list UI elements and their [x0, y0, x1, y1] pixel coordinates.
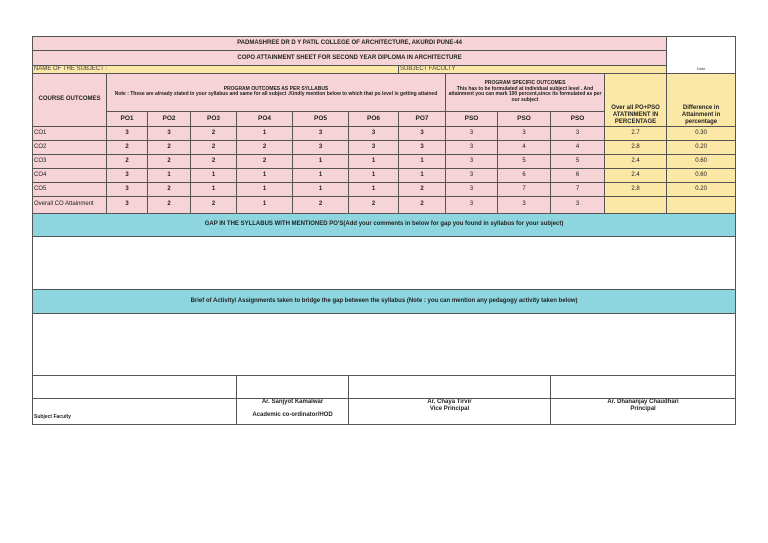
overall-po-value: 2 [349, 196, 399, 213]
date-label: Date [696, 66, 706, 71]
course-outcomes-header: COURSE OUTCOMES [33, 73, 107, 126]
co-row [33, 140, 736, 154]
activity-comments-area[interactable] [33, 313, 736, 375]
po-value: 1 [293, 182, 349, 196]
overall-pso-value: 3 [551, 196, 605, 213]
po-value: 3 [293, 126, 349, 140]
co-row [33, 182, 736, 196]
overall-po-value: 2 [148, 196, 191, 213]
difference-attainment-value: 0.20 [667, 140, 736, 154]
po-value: 2 [191, 154, 237, 168]
pso-value: 3 [446, 126, 498, 140]
po-column-header: PO1 [107, 111, 148, 126]
gap-heading: GAP IN THE SYLLABUS WITH MENTIONED PO'S(Add your comments in below for gap you found in syllabus for your subject) [33, 213, 736, 236]
po-value: 1 [399, 168, 446, 182]
vice-principal-signature [349, 398, 551, 424]
difference-empty [667, 196, 736, 213]
overall-co-label: Overall CO Attainment [33, 196, 107, 213]
po-group-note: Note : These are already stated in your syllabus and same for all subject .Kindly mention below to which that po level is getting attained [114, 91, 438, 98]
coordinator-role: Academic co-ordinator/HOD [252, 411, 333, 418]
sheet-title: COPO ATTAINMENT SHEET FOR SECOND YEAR DIPLOMA IN ARCHITECTURE [33, 51, 667, 66]
po-value: 2 [237, 154, 293, 168]
subject-faculty-label: SUBJECT FACULTY [399, 66, 667, 74]
pso-value: 4 [498, 140, 551, 154]
pso-value: 5 [551, 154, 605, 168]
signature-space-faculty [33, 375, 237, 398]
co-label: CO1 [33, 126, 107, 140]
signature-space-coordinator [237, 375, 349, 398]
po-value: 3 [107, 182, 148, 196]
po-value: 3 [399, 126, 446, 140]
po-value: 2 [191, 126, 237, 140]
pso-value: 7 [551, 182, 605, 196]
po-value: 3 [399, 140, 446, 154]
po-column-header: PO4 [237, 111, 293, 126]
pso-value: 3 [446, 154, 498, 168]
po-group-title: PROGRAM OUTCOMES AS PER SYLLABUS [223, 85, 329, 92]
subject-faculty-signature: Subject Faculty [33, 398, 237, 424]
po-value: 1 [237, 126, 293, 140]
pso-value: 3 [446, 140, 498, 154]
pso-value: 3 [498, 126, 551, 140]
co-label: CO4 [33, 168, 107, 182]
principal-signature [551, 398, 736, 424]
po-column-header: PO3 [191, 111, 237, 126]
po-value: 1 [293, 168, 349, 182]
pso-value: 4 [551, 140, 605, 154]
date-cell [667, 37, 736, 74]
po-value: 1 [349, 168, 399, 182]
co-label: CO3 [33, 154, 107, 168]
pso-value: 6 [551, 168, 605, 182]
pso-group-header [446, 73, 605, 111]
co-row [33, 168, 736, 182]
overall-attainment-value: 2.8 [605, 182, 667, 196]
po-value: 2 [107, 140, 148, 154]
difference-attainment-value: 0.60 [667, 168, 736, 182]
co-row [33, 126, 736, 140]
po-value: 1 [191, 182, 237, 196]
overall-pso-value: 3 [446, 196, 498, 213]
overall-attainment-value: 2.4 [605, 154, 667, 168]
subject-name-label: NAME OF THE SUBJECT : [33, 66, 399, 74]
overall-attainment-value: 2.8 [605, 140, 667, 154]
po-value: 2 [399, 182, 446, 196]
po-value: 1 [349, 182, 399, 196]
po-value: 1 [293, 154, 349, 168]
vice-principal-role: Vice Principal [429, 405, 470, 412]
po-value: 3 [107, 168, 148, 182]
coordinator-name: Ar. Sanjyot Kamalwar [261, 398, 324, 405]
gap-comments-area[interactable] [33, 236, 736, 289]
po-value: 2 [237, 140, 293, 154]
difference-attainment-header: Difference in Attainment in percentage [667, 73, 736, 126]
po-value: 1 [191, 168, 237, 182]
signature-space-vice-principal [349, 375, 551, 398]
po-value: 2 [191, 140, 237, 154]
signature-space-principal [551, 375, 736, 398]
po-value: 1 [148, 168, 191, 182]
vice-principal-name: Ar. Chaya Tirvir [427, 398, 472, 405]
po-value: 1 [349, 154, 399, 168]
pso-value: 5 [498, 154, 551, 168]
pso-group-note: This has to be formulated at individual subject level . And attainment you can mark 100 percent,since its formulated as per our subject [448, 85, 602, 104]
difference-attainment-value: 0.60 [667, 154, 736, 168]
pso-value: 3 [446, 182, 498, 196]
pso-value: 7 [498, 182, 551, 196]
po-value: 3 [349, 126, 399, 140]
overall-po-value: 1 [237, 196, 293, 213]
po-value: 1 [399, 154, 446, 168]
overall-po-value: 2 [399, 196, 446, 213]
activity-heading: Brief of Activity/ Assignments taken to bridge the gap between the syllabus (Note : you can mention any pedagogy activity taken below) [33, 289, 736, 313]
overall-attainment-header: Over all PO+PSO ATATINMENT IN PERCENTAGE [605, 73, 667, 126]
po-value: 3 [148, 126, 191, 140]
co-label: CO5 [33, 182, 107, 196]
po-group-header [107, 73, 446, 111]
po-value: 2 [148, 154, 191, 168]
difference-attainment-value: 0.30 [667, 126, 736, 140]
pso-column-header: PSO [446, 111, 498, 126]
po-value: 3 [293, 140, 349, 154]
overall-attainment-value: 2.7 [605, 126, 667, 140]
pso-column-header: PSO [551, 111, 605, 126]
po-column-header: PO2 [148, 111, 191, 126]
pso-group-title: PROGRAM SPECIFIC OUTCOMES [484, 79, 566, 86]
pso-value: 6 [498, 168, 551, 182]
co-row [33, 154, 736, 168]
overall-attainment-empty [605, 196, 667, 213]
po-value: 1 [237, 182, 293, 196]
pso-value: 3 [446, 168, 498, 182]
principal-role: Principal [630, 405, 656, 412]
po-value: 2 [148, 140, 191, 154]
overall-po-value: 2 [191, 196, 237, 213]
pso-column-header: PSO [498, 111, 551, 126]
po-column-header: PO5 [293, 111, 349, 126]
co-label: CO2 [33, 140, 107, 154]
overall-po-value: 2 [293, 196, 349, 213]
po-value: 1 [237, 168, 293, 182]
po-column-header: PO7 [399, 111, 446, 126]
po-column-header: PO6 [349, 111, 399, 126]
copo-attainment-sheet [32, 36, 736, 425]
principal-name: Ar. Dhananjay Chaudhari [607, 398, 679, 405]
pso-value: 3 [551, 126, 605, 140]
overall-attainment-value: 2.4 [605, 168, 667, 182]
overall-co-attainment-row [33, 196, 736, 213]
po-value: 3 [107, 126, 148, 140]
po-value: 2 [107, 154, 148, 168]
overall-po-value: 3 [107, 196, 148, 213]
po-value: 2 [148, 182, 191, 196]
po-value: 3 [349, 140, 399, 154]
overall-pso-value: 3 [498, 196, 551, 213]
college-name: PADMASHREE DR D Y PATIL COLLEGE OF ARCHITECTURE, AKURDI PUNE-44 [33, 37, 667, 51]
difference-attainment-value: 0.20 [667, 182, 736, 196]
coordinator-signature [237, 398, 349, 424]
